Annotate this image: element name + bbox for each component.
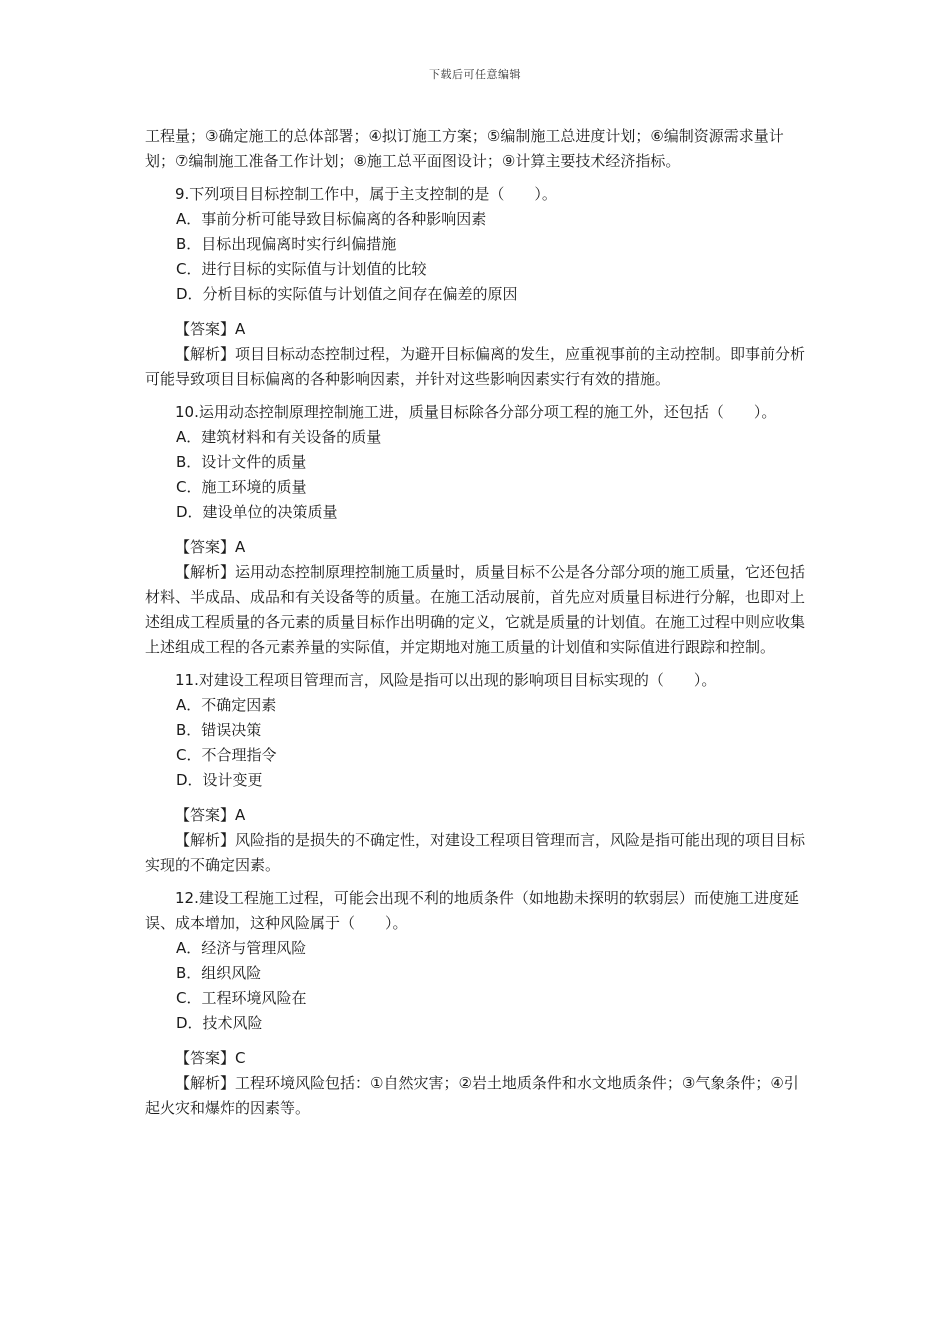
question-stem: 9.下列项目目标控制工作中，属于主支控制的是（ ）。 [175, 185, 557, 203]
option-c: C．进行目标的实际值与计划值的比较 [176, 260, 427, 278]
option-a: A．事前分析可能导致目标偏离的各种影响因素 [176, 210, 487, 228]
option-d: D．建设单位的决策质量 [176, 503, 338, 521]
question-10 [145, 400, 810, 660]
option-b: B．目标出现偏离时实行纠偏措施 [176, 235, 397, 253]
answer: 【答案】C [175, 1049, 246, 1067]
option-c: C．施工环境的质量 [176, 478, 307, 496]
intro-paragraph: 工程量；③确定施工的总体部署；④拟订施工方案；⑤编制施工总进度计划；⑥编制资源需求量计划；⑦编制施工准备工作计划；⑧施工总平面图设计；⑨计算主要技术经济指标。 [145, 127, 784, 170]
option-b: B．组织风险 [176, 964, 262, 982]
option-b: B．设计文件的质量 [176, 453, 307, 471]
option-d: D．技术风险 [176, 1014, 263, 1032]
option-a: A．经济与管理风险 [176, 939, 307, 957]
analysis: 【解析】项目目标动态控制过程，为避开目标偏离的发生，应重视事前的主动控制。即事前分析可能导致项目目标偏离的各种影响因素，并针对这些影响因素实行有效的措施。 [145, 345, 806, 388]
analysis: 【解析】风险指的是损失的不确定性，对建设工程项目管理而言，风险是指可能出现的项目目标实现的不确定因素。 [145, 831, 806, 874]
page-header: 下载后可任意编辑 [429, 68, 521, 81]
option-d: D．分析目标的实际值与计划值之间存在偏差的原因 [176, 285, 518, 303]
answer: 【答案】A [175, 320, 246, 338]
option-c: C．工程环境风险在 [176, 989, 307, 1007]
question-stem: 12.建设工程施工过程，可能会出现不利的地质条件（如地勘未探明的软弱层）而使施工进度延误、成本增加，这种风险属于（ ）。 [145, 889, 799, 932]
option-b: B．错误决策 [176, 721, 262, 739]
option-a: A．建筑材料和有关设备的质量 [176, 428, 382, 446]
document-body [145, 124, 810, 1121]
question-stem: 10.运用动态控制原理控制施工进，质量目标除各分部分项工程的施工外，还包括（ ）。 [175, 403, 777, 421]
option-a: A．不确定因素 [176, 696, 277, 714]
option-d: D．设计变更 [176, 771, 263, 789]
answer: 【答案】A [175, 538, 246, 556]
question-9 [145, 182, 810, 392]
question-12 [145, 886, 810, 1121]
option-c: C．不合理指令 [176, 746, 277, 764]
analysis: 【解析】运用动态控制原理控制施工质量时，质量目标不公是各分部分项的施工质量，它还包括材料、半成品、成品和有关设备等的质量。在施工活动展前，首先应对质量目标进行分解，也即对上述组成工程质量的各元素的质量目标作出明确的定义，它就是质量的计划值。在施工过程中则应收集上述组成工程的各元素养量的实际值，并定期地对施工质量的计划值和实际值进行跟踪和控制。 [145, 563, 806, 656]
analysis: 【解析】工程环境风险包括：①自然灾害；②岩土地质条件和水文地质条件；③气象条件；④引起火灾和爆炸的因素等。 [145, 1074, 799, 1117]
answer: 【答案】A [175, 806, 246, 824]
question-stem: 11.对建设工程项目管理而言，风险是指可以出现的影响项目目标实现的（ ）。 [175, 671, 717, 689]
question-11 [145, 668, 810, 878]
